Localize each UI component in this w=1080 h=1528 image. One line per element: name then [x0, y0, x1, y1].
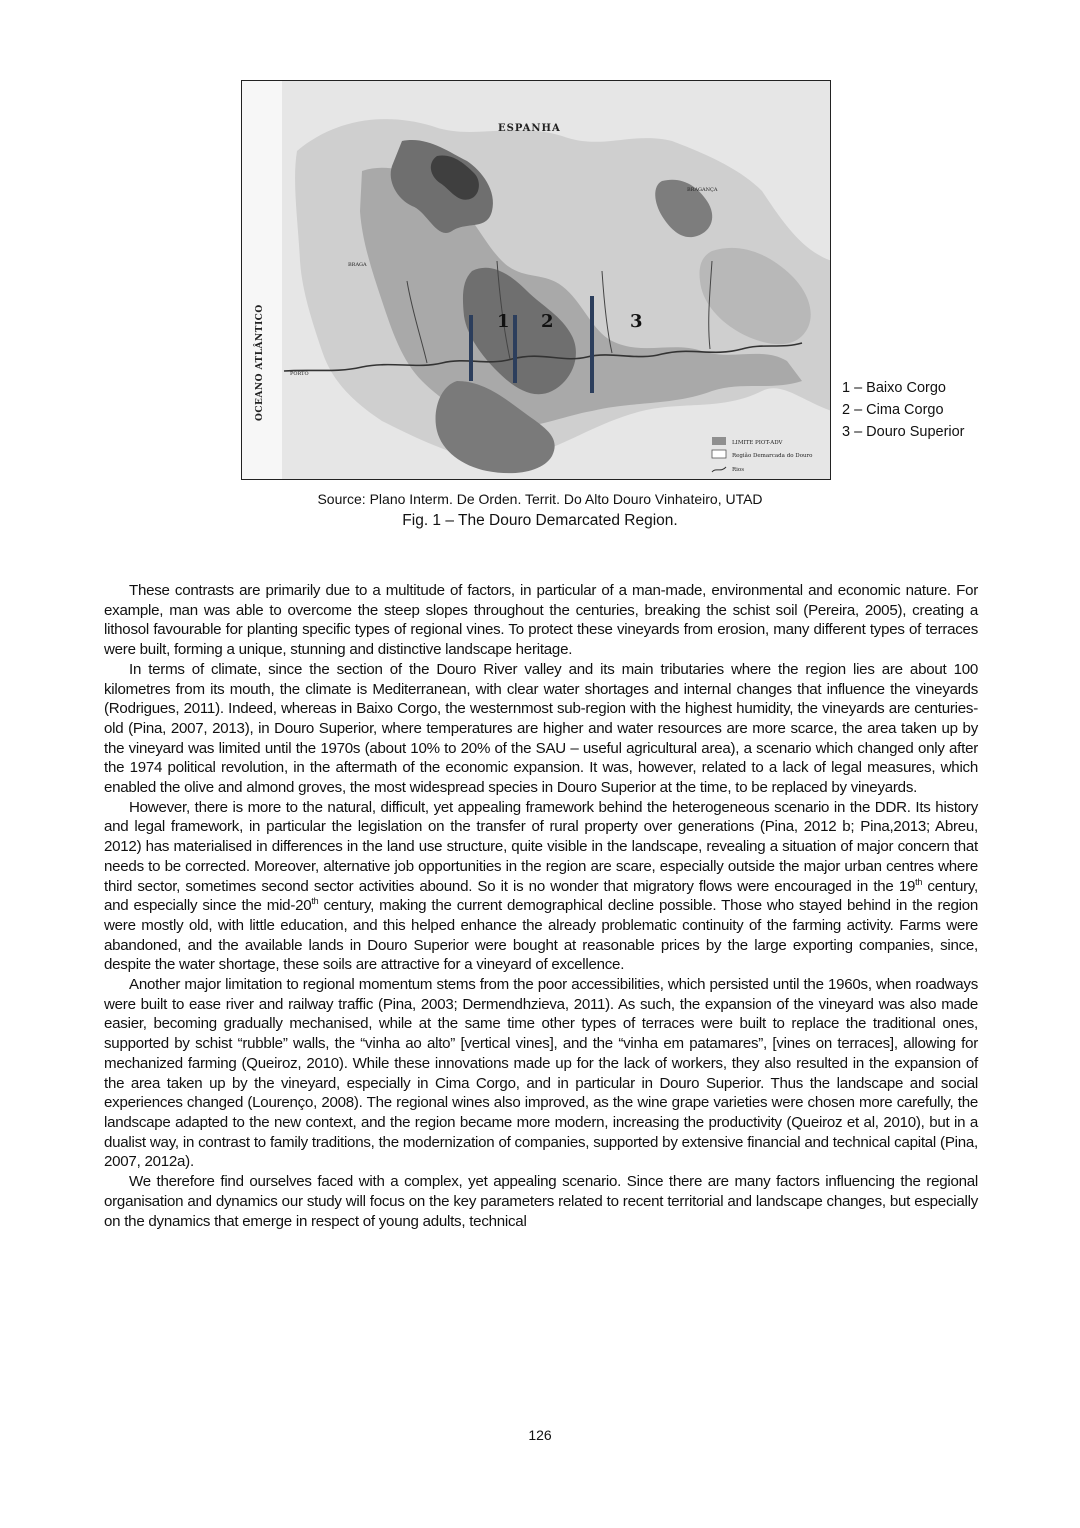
paragraph-3-part-2: century, and especially since the mid-20	[104, 877, 978, 915]
zone-number-3: 3	[630, 311, 643, 332]
paragraph-1: These contrasts are primarily due to a multitude of factors, in particular of a man-made, environmental and economic nature. For example, man was able to overcome the steep slopes throughout the centuries, breaking the schist soil (Pereira, 2005), creating a lithosol favourable for planting specific types of regional vines. To protect these vineyards from erosion, many different types of terraces were built, forming a unique, stunning and distinctive landscape heritage.	[104, 582, 978, 659]
ocean-label: OCEANO ATLÂNTICO	[255, 304, 265, 421]
country-label: ESPANHA	[498, 123, 561, 134]
map-legend-label-2: Região Demarcada do Douro	[732, 453, 813, 459]
body-text	[104, 581, 978, 1231]
paragraph-4: Another major limitation to regional momentum stems from the poor accessibilities, which persisted until the 1960s, when roadways were built to ease river and railway traffic (Pina, 2003; Dermendhzieva, 2011). As such, the expansion of the vineyard was also made easier, becoming gradually mechanised, while at the same time other types of terraces were built to replace the traditional ones, supported by schist “rubble” walls, the “vinha ao alto” [vertical vines], and the “vinha em patamares”, [vines on terraces], allowing for mechanized farming (Queiroz, 2010). While these innovations made up for the lack of workers, they also resulted in the expansion of the area taken up by the vineyard, especially in Cima Corgo, and in particular in Douro Superior. Thus the landscape and social experiences changed (Lourenço, 2008). The regional wines also improved, as the wine grape varieties were chosen more carefully, the landscape adapted to the new context, and the region became more modern, increasing the productivity (Queiroz et al, 2010), but in a dualist way, in contrast to family traditions, the modernization of companies, supported by extensive financial and technical capital (Pina, 2007, 2012a).	[104, 976, 978, 1171]
figure-caption: Fig. 1 – The Douro Demarcated Region.	[402, 512, 678, 529]
city-label-braga: BRAGA	[348, 262, 367, 268]
page-number: 126	[528, 1427, 552, 1443]
map-legend-label-3: Rios	[732, 467, 745, 473]
zone-legend	[842, 377, 965, 443]
superscript-th: th	[915, 876, 923, 887]
map-legend-swatch-2	[712, 450, 726, 458]
figure-source: Source: Plano Interm. De Orden. Territ. Do Alto Douro Vinhateiro, UTAD	[317, 491, 763, 507]
paragraph-5: We therefore find ourselves faced with a complex, yet appealing scenario. Since there are many factors influencing the regional organisation and dynamics our study will focus on the key parameters related to recent territorial and landscape changes, but especially on the dynamics that emerge in respect of young adults, technical	[104, 1173, 978, 1230]
map-legend-swatch-1	[712, 437, 726, 445]
douro-region-map	[241, 80, 831, 480]
map-graphic	[242, 81, 831, 480]
zone-number-1: 1	[497, 311, 510, 332]
city-label-braganca: BRAGANÇA	[687, 187, 718, 193]
city-label-porto: PORTO	[290, 371, 309, 377]
paragraph-3	[104, 798, 978, 975]
paragraph-2: In terms of climate, since the section of the Douro River valley and its main tributaries where the region lies are about 100 kilometres from its mouth, the climate is Mediterranean, with clear water shortages and internal changes that influence the vineyards (Rodrigues, 2011). Indeed, whereas in Baixo Corgo, the westernmost sub-region with the highest humidity, the vineyards are centuries-old (Pina, 2007, 2013), in Douro Superior, where temperatures are higher and water resources are more scarce, the area taken up by the vineyard was limited until the 1970s (about 10% to 20% of the SAU – useful agricultural area), a scenario which changed only after the 1974 political revolution, in the aftermath of the economic expansion. It was, however, related to a lack of legal measures, which enabled the olive and almond groves, the most widespread species in Douro Superior at the time, to be replaced by vineyards.	[104, 660, 978, 797]
map-legend-label-1: LIMITE PIOT-ADV	[732, 440, 783, 446]
paragraph-3-part-3: century, making the current demographical decline possible. Those who stayed behind in the region were mostly old, with little education, and this helped enhance the already problematic continuity of the farming activity. Farms were abandoned, and the available lands in Douro Superior were bought at reasonable prices by the large exporting companies, since, despite the water shortage, these soils are attractive for a vineyard of excellence.	[104, 897, 979, 974]
zone-legend-item-1: 1 – Baixo Corgo	[842, 380, 946, 396]
paragraph-3-part-1: However, there is more to the natural, difficult, yet appealing framework behind the heterogeneous scenario in the DDR. Its history and legal framework, in particular the legislation on the transfer of rural property over generations (Pina, 2012 b; Pina,2013; Abreu, 2012) has materialised in differences in the land use structure, quite visible in the landscape, revealing a situation of major concern that needs to be corrected. Moreover, alternative job opportunities in the region are scare, especially outside the major urban centres where third sector, sometimes second sector activities abound. So it is no wonder that migratory flows were encouraged in the 19	[104, 798, 978, 895]
zone-legend-item-2: 2 – Cima Corgo	[842, 402, 944, 418]
zone-number-2: 2	[541, 311, 554, 332]
superscript-th: th	[311, 896, 319, 907]
zone-legend-item-3: 3 – Douro Superior	[842, 424, 965, 440]
